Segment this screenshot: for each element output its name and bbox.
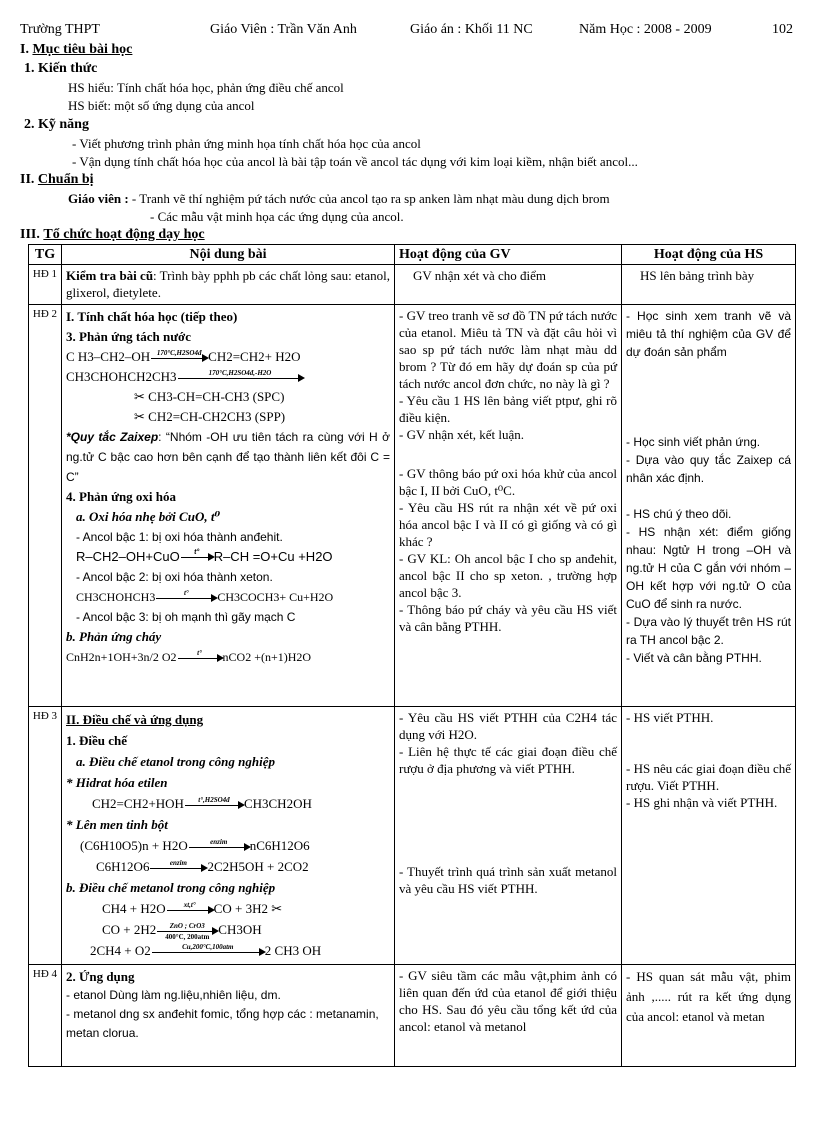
objectives-title: Mục tiêu bài học — [32, 42, 133, 57]
equation: (C6H10O5)n + H2O enzim nC6H12O6 — [80, 837, 310, 853]
org-title: Tổ chức hoạt động dạy học — [43, 227, 205, 242]
row-hs: - HS viết PTHH. - HS nêu các giai đoạn điều chế rượu. Viết PTHH. - HS ghi nhận và viết PTHH. — [622, 707, 796, 965]
lesson-plan: Giáo án : Khối 11 NC — [410, 22, 533, 37]
equation: CH3CHOHCH2CH3 170°C,H2SO4đ,-H2O — [66, 367, 390, 387]
prep-item: - Các mẫu vật minh họa các ứng dụng của ancol. — [150, 209, 404, 224]
section-objectives: I. Mục tiêu bài học — [20, 42, 133, 57]
activity-table — [28, 244, 796, 1067]
col-header: Nội dung bài — [62, 245, 395, 265]
table-row — [29, 265, 796, 305]
row-hs: - HS quan sát mẫu vật, phim ảnh ,..... rút ra kết ứng dụng của ancol: etanol và metan — [622, 965, 796, 1067]
row-content: I. Tính chất hóa học (tiếp theo) 3. Phản ứng tách nước C H3–CH2–OH 170°C,H2SO4đ CH2=CH2+ H2O CH3CHOHCH2CH3 170°C,H2SO4đ,-H2O ✂ CH3-CH=CH-CH3 (SPC) ✂ CH2=CH-CH2CH3 (SPP) *Quy tắc Zaixep: “Nhóm -OH ưu tiên tách ra cùng với H ở ng.tử C bậc cao hơn bên cạnh để tạo thành liên kết đôi C = C” 4. Phản ứng oxi hóa a. Oxi hóa nhẹ bởi CuO, t⁰ - Ancol bậc 1: bị oxi hóa thành anđehit. R–CH2–OH+CuO t° R–CH =O+Cu +H2O - Ancol bậc 2: bị oxi hóa thành xeton. CH3CHOHCH3 t° CH3COCH3+ Cu+H2O - Ancol bậc 3: bị oh mạnh thì gãy mạch C b. Phản ứng cháy CnH2n+1OH+3n/2 O2 t° nCO2 +(n+1)H2O — [62, 305, 395, 707]
skills-title: 2. Kỹ năng — [24, 117, 89, 132]
knowledge-item: HS biết: một số ứng dụng của ancol — [68, 98, 255, 113]
equation: CO + 2H2 ZnO ; CrO3 400°C, 200atm CH3OH — [102, 921, 262, 941]
row-tg: HĐ 4 — [29, 965, 62, 1067]
equation: CnH2n+1OH+3n/2 O2 t° nCO2 +(n+1)H2O — [66, 648, 312, 664]
row-gv: - Yêu cầu HS viết PTHH của C2H4 tác dụng với H2O. - Liên hệ thực tế các giai đoạn điều chế rượu ở địa phương và viết PTHH. - Thuyết trình quá trình sản xuất metanol và yêu cầu HS viết PTHH. — [395, 707, 622, 965]
skill-item: - Vận dụng tính chất hóa học của ancol là bài tập toán về ancol tác dụng với kim loại kiềm, nhận biết ancol... — [72, 154, 638, 169]
skill-item: - Viết phương trình phản ứng minh họa tính chất hóa học của ancol — [72, 136, 421, 151]
school-year: Năm Học : 2008 - 2009 — [579, 22, 712, 37]
table-row — [29, 965, 796, 1067]
row-tg: HĐ 3 — [29, 707, 62, 965]
equation: C H3–CH2–OH 170°C,H2SO4đ CH2=CH2+ H2O — [66, 348, 301, 364]
section-prep: II. Chuẩn bị — [20, 172, 94, 187]
row-content: Kiểm tra bài cũ: Trình bày pphh pb các chất lỏng sau: etanol, glixerol, đietylete. — [62, 265, 395, 305]
col-header: Hoạt động của GV — [395, 245, 622, 265]
school-name: Trường THPT — [20, 22, 100, 37]
section-org: III. Tổ chức hoạt động dạy học — [20, 227, 205, 242]
row-gv: - GV siêu tầm các mẫu vật,phim ảnh có liên quan đến ứd của etanol để giới thiệu cho HS. Sau đó yêu cầu tổng kết ứd của ancol: etanol và metanol — [395, 965, 622, 1067]
col-header: Hoạt động của HS — [622, 245, 796, 265]
teacher-name: Giáo Viên : Trần Văn Anh — [210, 22, 357, 37]
table-row — [29, 305, 796, 707]
equation: CH4 + H2O xt,t° CO + 3H2 ✂ — [102, 900, 283, 916]
knowledge-title: 1. Kiến thức — [24, 61, 98, 76]
page-number: 102 — [772, 22, 793, 37]
equation: CH3CHOHCH3 t° CH3COCH3+ Cu+H2O — [76, 588, 334, 604]
row-hs: HS lên bảng trình bày — [622, 265, 796, 305]
row-gv: - GV treo tranh vẽ sơ đồ TN pứ tách nước của etanol. Miêu tả TN và đặt câu hỏi vì sao sp pứ tách nước làm nhạt màu dd brom ? Từ đó em hãy dự đoán sp của pứ tách nước ancol đơn chức, no này là gì ? - Yêu cầu 1 HS lên bảng viết ptpư, ghi rõ điều kiện. - GV nhận xét, kết luận. - GV thông báo pứ oxi hóa khử của ancol bậc I, II bởi CuO, t⁰C. - Yêu cầu HS rút ra nhận xét về pứ oxi hóa ancol bậc I và II có gì giống và có gì khác ? - GV KL: Oh ancol bậc I cho sp anđehit, ancol bậc II cho sp xeton. , trường hợp ancol bậc 3. - Thông báo pứ cháy và yêu cầu HS viết và cân bằng PTHH. — [395, 305, 622, 707]
prep-title: Chuẩn bị — [37, 172, 94, 187]
prep-item: Giáo viên : - Tranh vẽ thí nghiệm pứ tách nước của ancol tạo ra sp anken làm nhạt màu dung dịch brom — [68, 191, 610, 206]
equation: C6H12O6 enzim 2C2H5OH + 2CO2 — [96, 858, 309, 874]
knowledge-item: HS hiểu: Tính chất hóa học, phản ứng điều chế ancol — [68, 80, 344, 95]
prep-teacher-label: Giáo viên : — [68, 191, 129, 206]
table-header-row — [29, 245, 796, 265]
row-content: 2. Ứng dụng - etanol Dùng làm ng.liệu,nhiên liệu, dm. - metanol dng sx anđehit fomic, tổng hợp các : metanamin, metan clorua. — [62, 965, 395, 1067]
equation: 2CH4 + O2 Cu,200°C,100atm 2 CH3 OH — [90, 942, 322, 958]
row-gv: GV nhận xét và cho điểm — [395, 265, 622, 305]
table-row — [29, 707, 796, 965]
row-hs: - Học sinh xem tranh vẽ và miêu tả thí nghiệm của GV để dự đoán sản phẩm - Học sinh viết phản ứng. - Dựa vào quy tắc Zaixep cá nhân xác định. - HS chú ý theo dõi. - HS nhận xét: điểm giống nhau: Ngtử H trong –OH và ng.tử H của C gắn với nhóm –OH kết hợp với ng.tử O của CuO để sinh ra nước. - Dựa vào lý thuyết trên HS rút ra TH ancol bậc 2. - Viết và cân bằng PTHH. — [622, 305, 796, 707]
row-tg: HĐ 2 — [29, 305, 62, 707]
row-tg: HĐ 1 — [29, 265, 62, 305]
equation: CH2=CH2+HOH t°,H2SO4đ CH3CH2OH — [92, 795, 312, 811]
col-header: TG — [29, 245, 62, 265]
equation: R–CH2–OH+CuO t° R–CH =O+Cu +H2O — [76, 549, 333, 564]
zaitsev-rule: *Quy tắc Zaixep: “Nhóm -OH ưu tiên tách ra cùng với H ở ng.tử C bậc cao hơn bên cạnh để tạo thành liên kết đôi C = C” — [66, 430, 390, 484]
row-content: II. Điều chế và ứng dụng 1. Điều chế a. Điều chế etanol trong công nghiệp * Hidrat hóa etilen CH2=CH2+HOH t°,H2SO4đ CH3CH2OH * Lên men tinh bột (C6H10O5)n + H2O enzim nC6H12O6 C6H12O6 enzim 2C2H5OH + 2CO2 b. Điều chế metanol trong công nghiệp CH4 + H2O xt,t° CO + 3H2 ✂ CO + 2H2 ZnO ; CrO3 400°C, 200atm CH3OH 2CH4 + O2 Cu,200°C,100atm 2 CH3 OH — [62, 707, 395, 965]
